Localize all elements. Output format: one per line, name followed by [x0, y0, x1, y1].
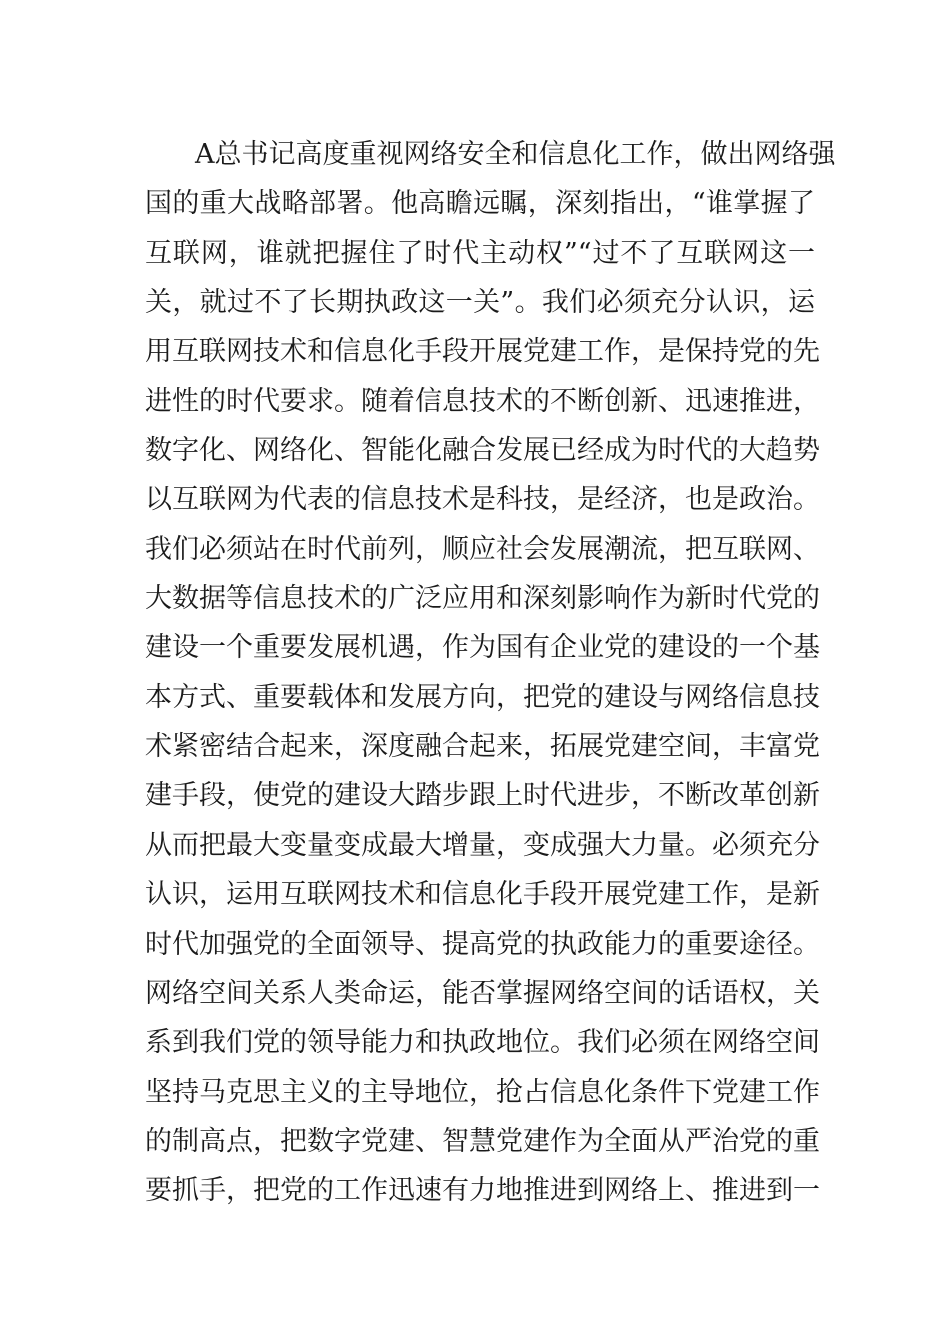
paragraph-line: 数字化、网络化、智能化融合发展已经成为时代的大趋势 — [145, 435, 820, 467]
paragraph-line: 要抓手，把党的工作迅速有力地推进到网络上、推进到一 — [145, 1175, 820, 1207]
paragraph-line: 用互联网技术和信息化手段开展党建工作，是保持党的先 — [145, 336, 820, 368]
paragraph-line: 互联网，谁就把握住了时代主动权”“过不了互联网这一 — [145, 237, 815, 269]
paragraph-line: 系到我们党的领导能力和执政地位。我们必须在网络空间 — [145, 1027, 820, 1059]
paragraph-line: 网络空间关系人类命运，能否掌握网络空间的话语权，关 — [145, 977, 820, 1009]
paragraph-line: 我们必须站在时代前列，顺应社会发展潮流，把互联网、 — [145, 533, 820, 565]
paragraph-line: 以互联网为代表的信息技术是科技，是经济，也是政治。 — [145, 484, 820, 516]
paragraph-line: 坚持马克思主义的主导地位，抢占信息化条件下党建工作 — [145, 1076, 820, 1108]
paragraph-line: 时代加强党的全面领导、提高党的执政能力的重要途径。 — [145, 928, 820, 960]
paragraph-line: 国的重大战略部署。他高瞻远瞩，深刻指出，“谁掌握了 — [145, 188, 815, 220]
paragraph-line: 的制高点，把数字党建、智慧党建作为全面从严治党的重 — [145, 1125, 820, 1157]
paragraph-line: A总书记高度重视网络安全和信息化工作，做出网络强 — [195, 139, 836, 170]
paragraph-line: 进性的时代要求。随着信息技术的不断创新、迅速推进， — [145, 385, 820, 417]
paragraph-line: 本方式、重要载体和发展方向，把党的建设与网络信息技 — [145, 681, 820, 713]
body-paragraph — [145, 130, 836, 1216]
paragraph-line: 认识，运用互联网技术和信息化手段开展党建工作，是新 — [145, 879, 820, 911]
paragraph-line: 术紧密结合起来，深度融合起来，拓展党建空间，丰富党 — [145, 731, 820, 763]
paragraph-line: 建手段，使党的建设大踏步跟上时代进步，不断改革创新 — [145, 780, 820, 812]
paragraph-line: 大数据等信息技术的广泛应用和深刻影响作为新时代党的 — [145, 583, 820, 615]
paragraph-line: 关，就过不了长期执政这一关”。我们必须充分认识，运 — [145, 287, 815, 319]
paragraph-line: 从而把最大变量变成最大增量，变成强大力量。必须充分 — [145, 829, 820, 861]
paragraph-line: 建设一个重要发展机遇，作为国有企业党的建设的一个基 — [145, 632, 820, 664]
